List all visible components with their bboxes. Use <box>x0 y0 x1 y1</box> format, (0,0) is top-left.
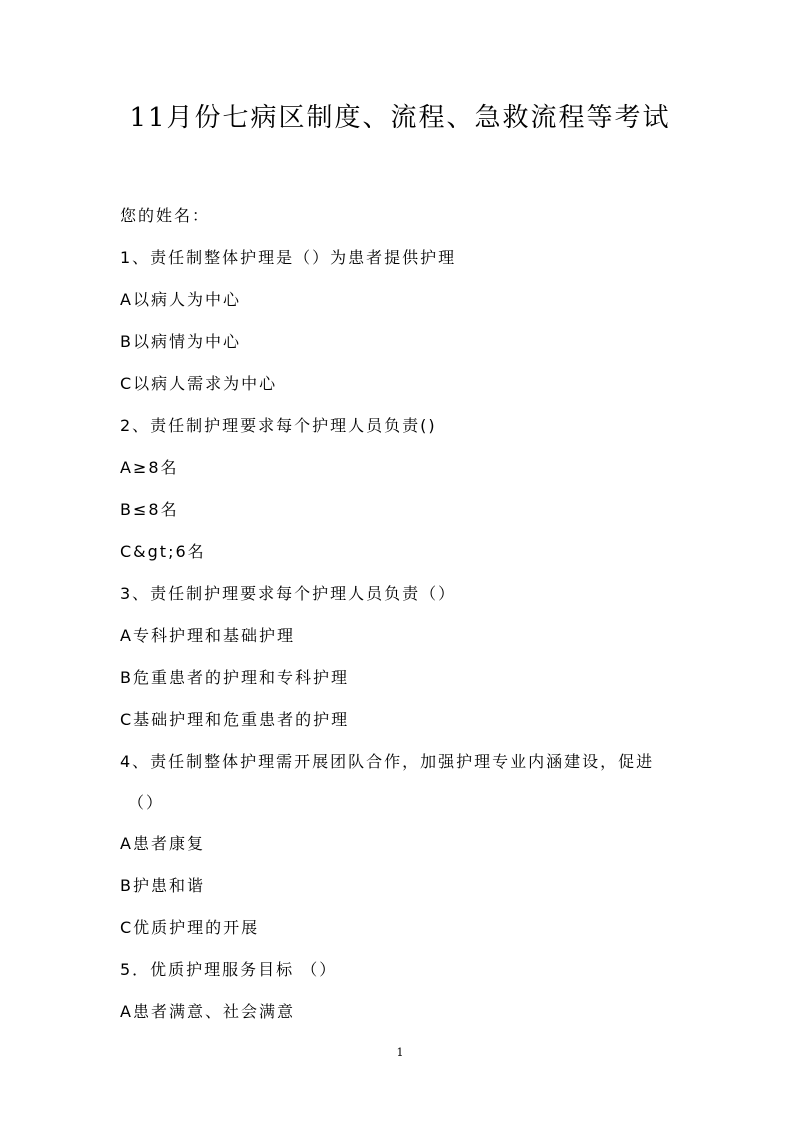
question-1-option-b: B以病情为中心 <box>120 332 241 351</box>
question-4-option-a: A患者康复 <box>120 834 205 853</box>
question-3-option-c: C基础护理和危重患者的护理 <box>120 710 350 729</box>
question-2: 2、责任制护理要求每个护理人员负责() <box>120 416 437 435</box>
document-title: 11月份七病区制度、流程、急救流程等考试 <box>129 103 671 133</box>
question-4-option-c: C优质护理的开展 <box>120 918 260 937</box>
question-1: 1、责任制整体护理是（）为患者提供护理 <box>120 248 457 267</box>
question-1-option-a: A以病人为中心 <box>120 290 241 309</box>
page-number: 1 <box>396 1046 404 1059</box>
question-4-option-b: B护患和谐 <box>120 876 205 895</box>
question-5-option-a: A患者满意、社会满意 <box>120 1002 295 1021</box>
question-1-option-c: C以病人需求为中心 <box>120 374 278 393</box>
question-list <box>120 195 690 1033</box>
question-4: 4、责任制整体护理需开展团队合作，加强护理专业内涵建设，促进 <box>120 752 655 771</box>
question-4-continuation: （） <box>128 793 165 812</box>
question-3: 3、责任制护理要求每个护理人员负责（） <box>120 584 457 603</box>
question-3-option-a: A专科护理和基础护理 <box>120 626 295 645</box>
question-3-option-b: B危重患者的护理和专科护理 <box>120 668 349 687</box>
name-field-label: 您的姓名： <box>120 206 211 225</box>
question-2-option-b: B≤8名 <box>120 500 179 519</box>
question-2-option-a: A≥8名 <box>120 458 179 477</box>
question-5: 5．优质护理服务目标 （） <box>120 960 338 979</box>
question-2-option-c: C&gt;6名 <box>120 542 206 561</box>
